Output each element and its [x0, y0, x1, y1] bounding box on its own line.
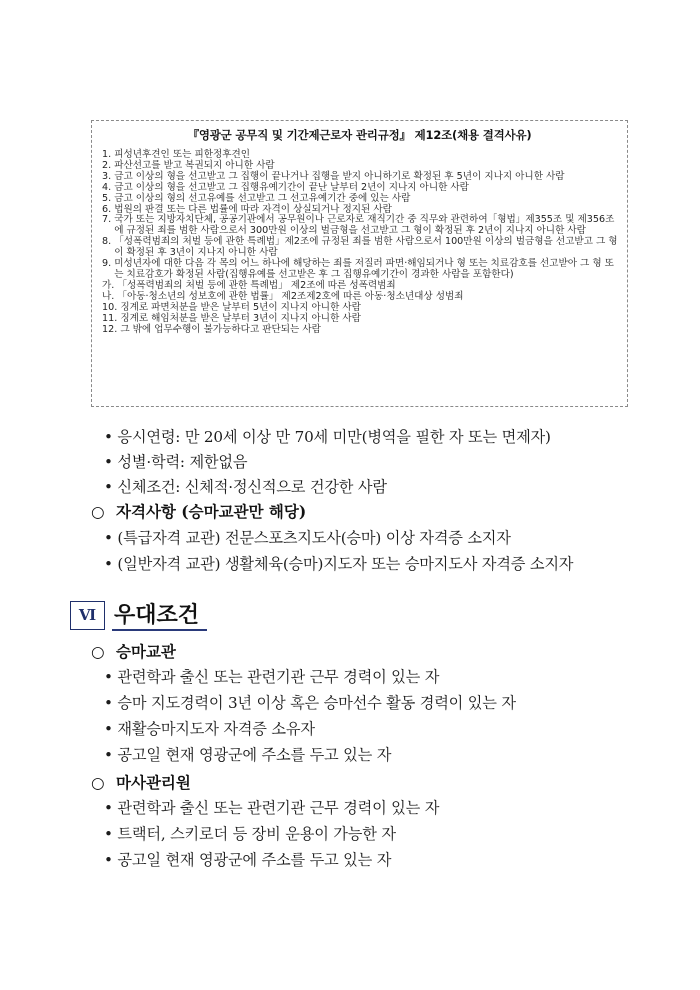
rule-title: 『영광군 공무직 및 기간제근로자 관리규정』 제12조(채용 결격사유) — [187, 128, 532, 142]
instructor-pref-item: • 공고일 현재 영광군에 주소를 두고 있는 자 — [104, 746, 392, 764]
group-heading-stable-manager: ○ 마사관리원 — [91, 773, 191, 792]
rule-item — [102, 237, 618, 259]
rule-item-number: 5. — [102, 192, 115, 204]
rule-item-text: 파산선고를 받고 복권되지 아니한 사람 — [114, 159, 275, 171]
stable-manager-pref-item: • 관련학과 출신 또는 관련기관 근무 경력이 있는 자 — [104, 799, 440, 817]
disqualification-rule-box — [91, 120, 628, 407]
rule-item — [102, 303, 618, 314]
rule-item-number: 7. — [102, 214, 115, 226]
rule-item-text: 국가 또는 지방자치단체, 공공기관에서 공무원이나 근로자로 재직기간 중 직무와 관련하여「형법」제355조 및 제356조에 규정된 죄를 범한 사람으로서 300만원 이상의 벌금형을 선고받고 그 형이 확정된 후 2년이 지나지 아니한 사람 — [114, 214, 615, 237]
rule-item — [102, 183, 618, 194]
section-number-box: Ⅵ — [70, 601, 105, 630]
rule-item-number: 12. — [102, 323, 121, 335]
qualification-item-general: • (일반자격 교관) 생활체육(승마)지도자 또는 승마지도사 자격증 소지자 — [104, 555, 574, 573]
stable-manager-pref-item: • 공고일 현재 영광군에 주소를 두고 있는 자 — [104, 851, 392, 869]
qualification-item-special: • (특급자격 교관) 전문스포츠지도사(승마) 이상 자격증 소지자 — [104, 529, 511, 547]
rule-item-number: 11. — [102, 312, 121, 324]
section-title-underline — [112, 629, 207, 631]
rule-item-number: 6. — [102, 203, 115, 215]
instructor-pref-item: • 관련학과 출신 또는 관련기관 근무 경력이 있는 자 — [104, 668, 440, 686]
stable-manager-pref-item: • 트랙터, 스키로더 등 장비 운용이 가능한 자 — [104, 825, 396, 843]
rule-item-number: 3. — [102, 170, 115, 182]
rule-item-text: 미성년자에 대한 다음 각 목의 어느 하나에 해당하는 죄를 저질러 파면·해임되거나 형 또는 치료감호를 선고받아 그 형 또는 치료감호가 확정된 사람(집행유예를 선고받은 후 그 집행유예기간이 경과한 사람을 포함한다) — [114, 258, 614, 280]
rule-item-text: 금고 이상의 형을 선고받고 그 집행이 끝나거나 집행을 받지 아니하기로 확정된 후 5년이 지나지 아니한 사람 — [114, 170, 565, 182]
instructor-pref-item: • 승마 지도경력이 3년 이상 혹은 승마선수 활동 경력이 있는 자 — [104, 694, 516, 712]
rule-item-text: 그 밖에 업무수행이 불가능하다고 판단되는 사람 — [120, 323, 321, 335]
rule-item-text: 「아동·청소년의 성보호에 관한 법률」 제2조제2호에 따른 아동·청소년대상 성범죄 — [117, 290, 464, 302]
instructor-pref-item: • 재활승마지도자 자격증 소유자 — [104, 720, 315, 738]
rule-item — [102, 325, 618, 336]
rule-item-text: 징계로 파면처분을 받은 날부터 5년이 지나지 아니한 사람 — [120, 301, 361, 313]
rule-item-number: 2. — [102, 159, 115, 171]
rule-item-text: 금고 이상의 형의 선고유예를 선고받고 그 선고유예기간 중에 있는 사람 — [114, 192, 411, 204]
rule-item-number: 가. — [102, 279, 118, 291]
rule-item-text: 피성년후견인 또는 피한정후견인 — [114, 149, 251, 160]
rule-item-text: 「성폭력범죄의 처벌 등에 관한 특례법」제2조에 규정된 죄를 범한 사람으로서 100만원 이상의 벌금형을 선고받고 그 형이 확정된 후 3년이 지나지 아니한 사람 — [114, 236, 618, 259]
rule-item — [102, 215, 618, 237]
rule-item — [102, 194, 618, 205]
rule-list — [102, 150, 618, 335]
group-heading-instructor: ○ 승마교관 — [91, 642, 176, 661]
requirement-age: • 응시연령: 만 20세 이상 만 70세 미만(병역을 필한 자 또는 면제자) — [104, 428, 551, 446]
rule-item-text: 법원의 판결 또는 다른 법률에 따라 자격이 상실되거나 정지된 사람 — [114, 203, 392, 215]
section-title: 우대조건 — [114, 603, 200, 628]
rule-item-text: 「성폭력범죄의 처벌 등에 관한 특례법」 제2조에 따른 성폭력범죄 — [117, 279, 396, 291]
rule-item-number: 4. — [102, 181, 115, 193]
rule-item — [102, 259, 618, 281]
rule-item-number: 나. — [102, 290, 118, 302]
rule-item-number: 1. — [102, 149, 115, 160]
rule-item-text: 금고 이상의 형을 선고받고 그 집행유예기간이 끝난 날부터 2년이 지나지 아니한 사람 — [114, 181, 469, 193]
qualification-heading: ○ 자격사항 (승마교관만 해당) — [91, 502, 307, 521]
rule-item-number: 10. — [102, 301, 121, 313]
rule-item — [102, 314, 618, 325]
rule-item-number: 9. — [102, 258, 115, 270]
requirement-physical: • 신체조건: 신체적·정신적으로 건강한 사람 — [104, 478, 387, 496]
rule-item-text: 징계로 해임처분을 받은 날부터 3년이 지나지 아니한 사람 — [120, 312, 361, 324]
rule-item-number: 8. — [102, 236, 115, 248]
requirement-gender-education: • 성별·학력: 제한없음 — [104, 453, 248, 471]
